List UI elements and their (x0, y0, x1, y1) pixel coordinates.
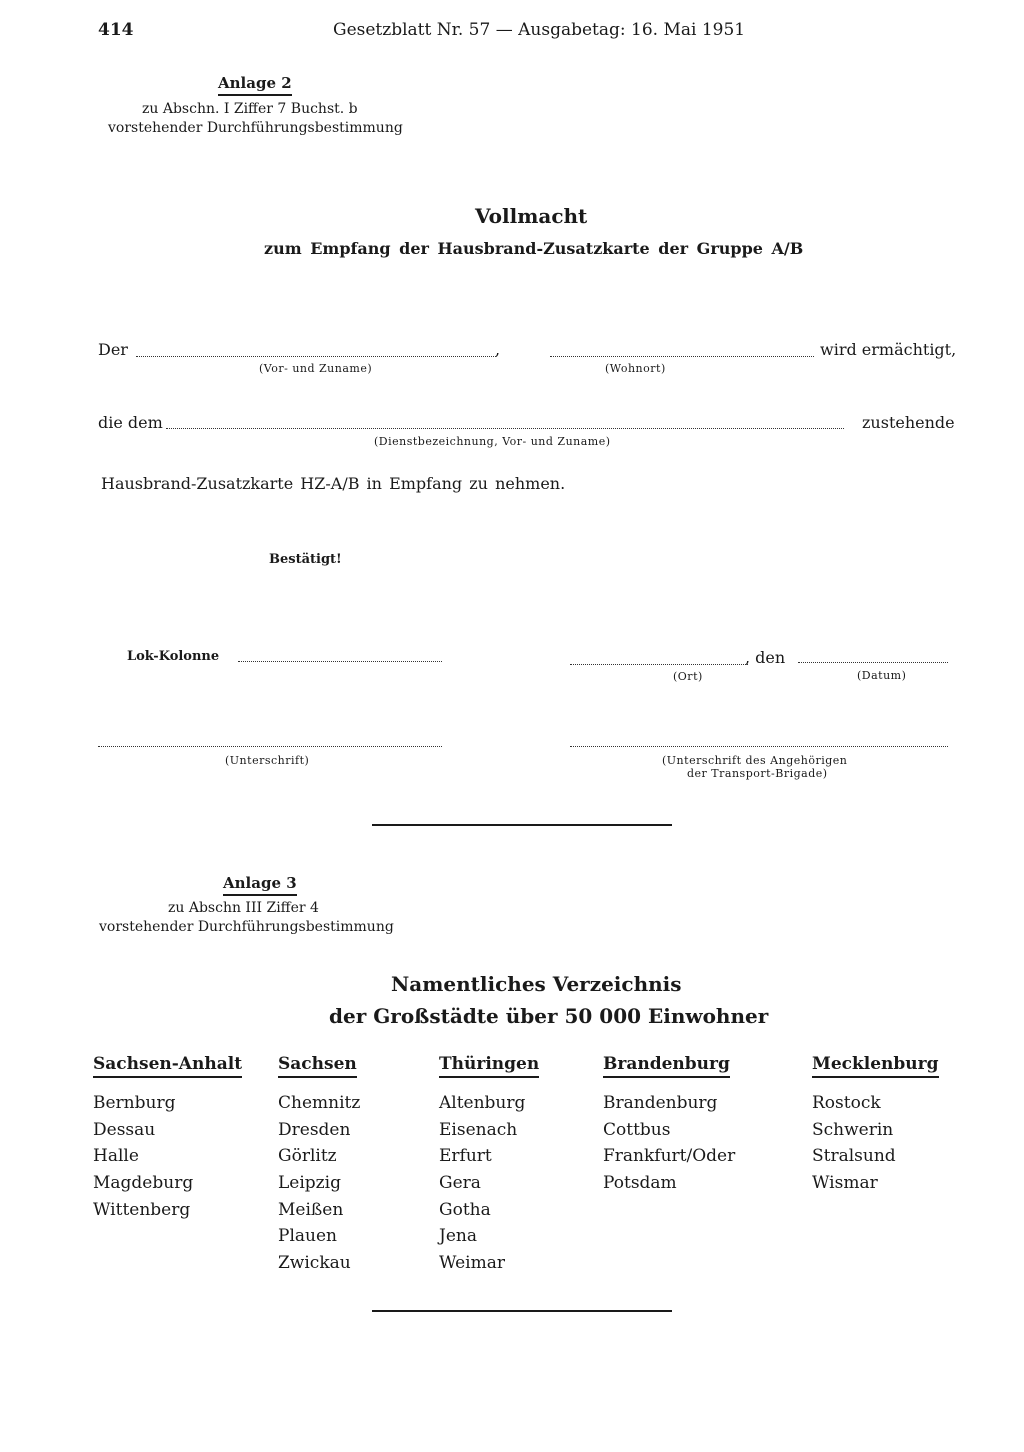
anlage-3-reference: zu Abschn III Ziffer 4 (168, 900, 319, 916)
list-item: Altenburg (439, 1093, 526, 1113)
column-sachsen-anhalt (93, 1054, 242, 1223)
hint-wohnort: (Wohnort) (605, 362, 666, 375)
empfang-sentence: Hausbrand-Zusatzkarte HZ-A/B in Empfang zu nehmen. (101, 474, 566, 493)
column-brandenburg (603, 1054, 735, 1197)
hint-unterschrift: (Unterschrift) (225, 754, 310, 767)
hint-transport-brigade: der Transport-Brigade) (687, 767, 828, 780)
list-item: Jena (439, 1226, 477, 1247)
list-item: Gera (439, 1173, 481, 1194)
verzeichnis-subtitle: der Großstädte über 50 000 Einwohner (329, 1004, 769, 1028)
ort-dotted-field (570, 664, 748, 665)
list-item: Dessau (93, 1119, 156, 1140)
column-mecklenburg (812, 1054, 939, 1197)
bestaetigt-label: Bestätigt! (269, 552, 342, 567)
list-item: Magdeburg (93, 1173, 194, 1194)
comma: , (495, 340, 501, 359)
vollmacht-title: Vollmacht (475, 204, 588, 228)
der-label: Der (98, 340, 128, 359)
list-item: Wittenberg (93, 1199, 191, 1220)
datum-dotted-field (798, 662, 948, 663)
column-heading: Brandenburg (603, 1054, 730, 1078)
column-sachsen (278, 1054, 360, 1277)
list-item: Zwickau (278, 1253, 351, 1274)
list-item: Cottbus (603, 1119, 671, 1140)
column-thueringen (439, 1054, 539, 1277)
list-item: Dresden (278, 1119, 351, 1140)
anlage-3-reference-2: vorstehender Durchführungsbestimmung (99, 919, 394, 935)
die-dem-label: die dem (98, 413, 163, 432)
list-item: Brandenburg (603, 1093, 718, 1113)
hint-vor-und-zuname: (Vor- und Zuname) (259, 362, 373, 375)
list-item: Halle (93, 1146, 139, 1167)
wird-ermaechtigt-label: wird ermächtigt, (820, 340, 957, 359)
dienst-dotted-field (166, 428, 844, 429)
list-item: Schwerin (812, 1119, 894, 1140)
list-item: Plauen (278, 1226, 337, 1247)
hint-ort: (Ort) (673, 670, 703, 683)
list-item: Wismar (812, 1173, 878, 1194)
anlage-3-label: Anlage 3 (223, 874, 297, 896)
hint-dienstbezeichnung: (Dienstbezeichnung, Vor- und Zuname) (374, 435, 611, 448)
column-heading: Mecklenburg (812, 1054, 939, 1078)
list-item: Gotha (439, 1199, 491, 1220)
hint-datum: (Datum) (857, 669, 907, 682)
list-item: Eisenach (439, 1119, 518, 1140)
list-item: Leipzig (278, 1173, 341, 1194)
wohnort-dotted-field (550, 356, 814, 357)
list-item: Bernburg (93, 1093, 176, 1113)
column-heading: Sachsen-Anhalt (93, 1054, 242, 1078)
section-divider (372, 824, 672, 826)
verzeichnis-title: Namentliches Verzeichnis (391, 972, 682, 996)
unterschrift-dotted-field (98, 746, 442, 747)
column-heading: Thüringen (439, 1054, 539, 1078)
hint-unterschrift-angehoerigen: (Unterschrift des Angehörigen (662, 754, 848, 767)
vollmacht-subtitle: zum Empfang der Hausbrand-Zusatzkarte der Gruppe A/B (264, 239, 804, 258)
end-divider (372, 1310, 672, 1312)
list-item: Potsdam (603, 1173, 677, 1194)
lok-kolonne-label: Lok-Kolonne (127, 649, 220, 664)
gazette-header-title: Gesetzblatt Nr. 57 — Ausgabetag: 16. Mai 1951 (333, 20, 746, 40)
list-item: Erfurt (439, 1146, 492, 1167)
column-heading: Sachsen (278, 1054, 357, 1078)
page-number: 414 (98, 20, 134, 40)
list-item: Stralsund (812, 1146, 896, 1167)
lok-kolonne-dotted-field (238, 661, 442, 662)
list-item: Meißen (278, 1199, 344, 1220)
anlage-2-reference-2: vorstehender Durchführungsbestimmung (108, 120, 403, 136)
name-dotted-field (136, 356, 496, 357)
list-item: Weimar (439, 1253, 505, 1274)
anlage-2-reference: zu Abschn. I Ziffer 7 Buchst. b (142, 101, 358, 117)
angehoerigen-dotted-field (570, 746, 948, 747)
list-item: Görlitz (278, 1146, 337, 1167)
anlage-2-label: Anlage 2 (218, 74, 292, 96)
list-item: Chemnitz (278, 1093, 361, 1113)
den-label: , den (745, 648, 786, 667)
zustehende-label: zustehende (862, 413, 955, 432)
list-item: Rostock (812, 1093, 881, 1113)
list-item: Frankfurt/Oder (603, 1146, 736, 1167)
